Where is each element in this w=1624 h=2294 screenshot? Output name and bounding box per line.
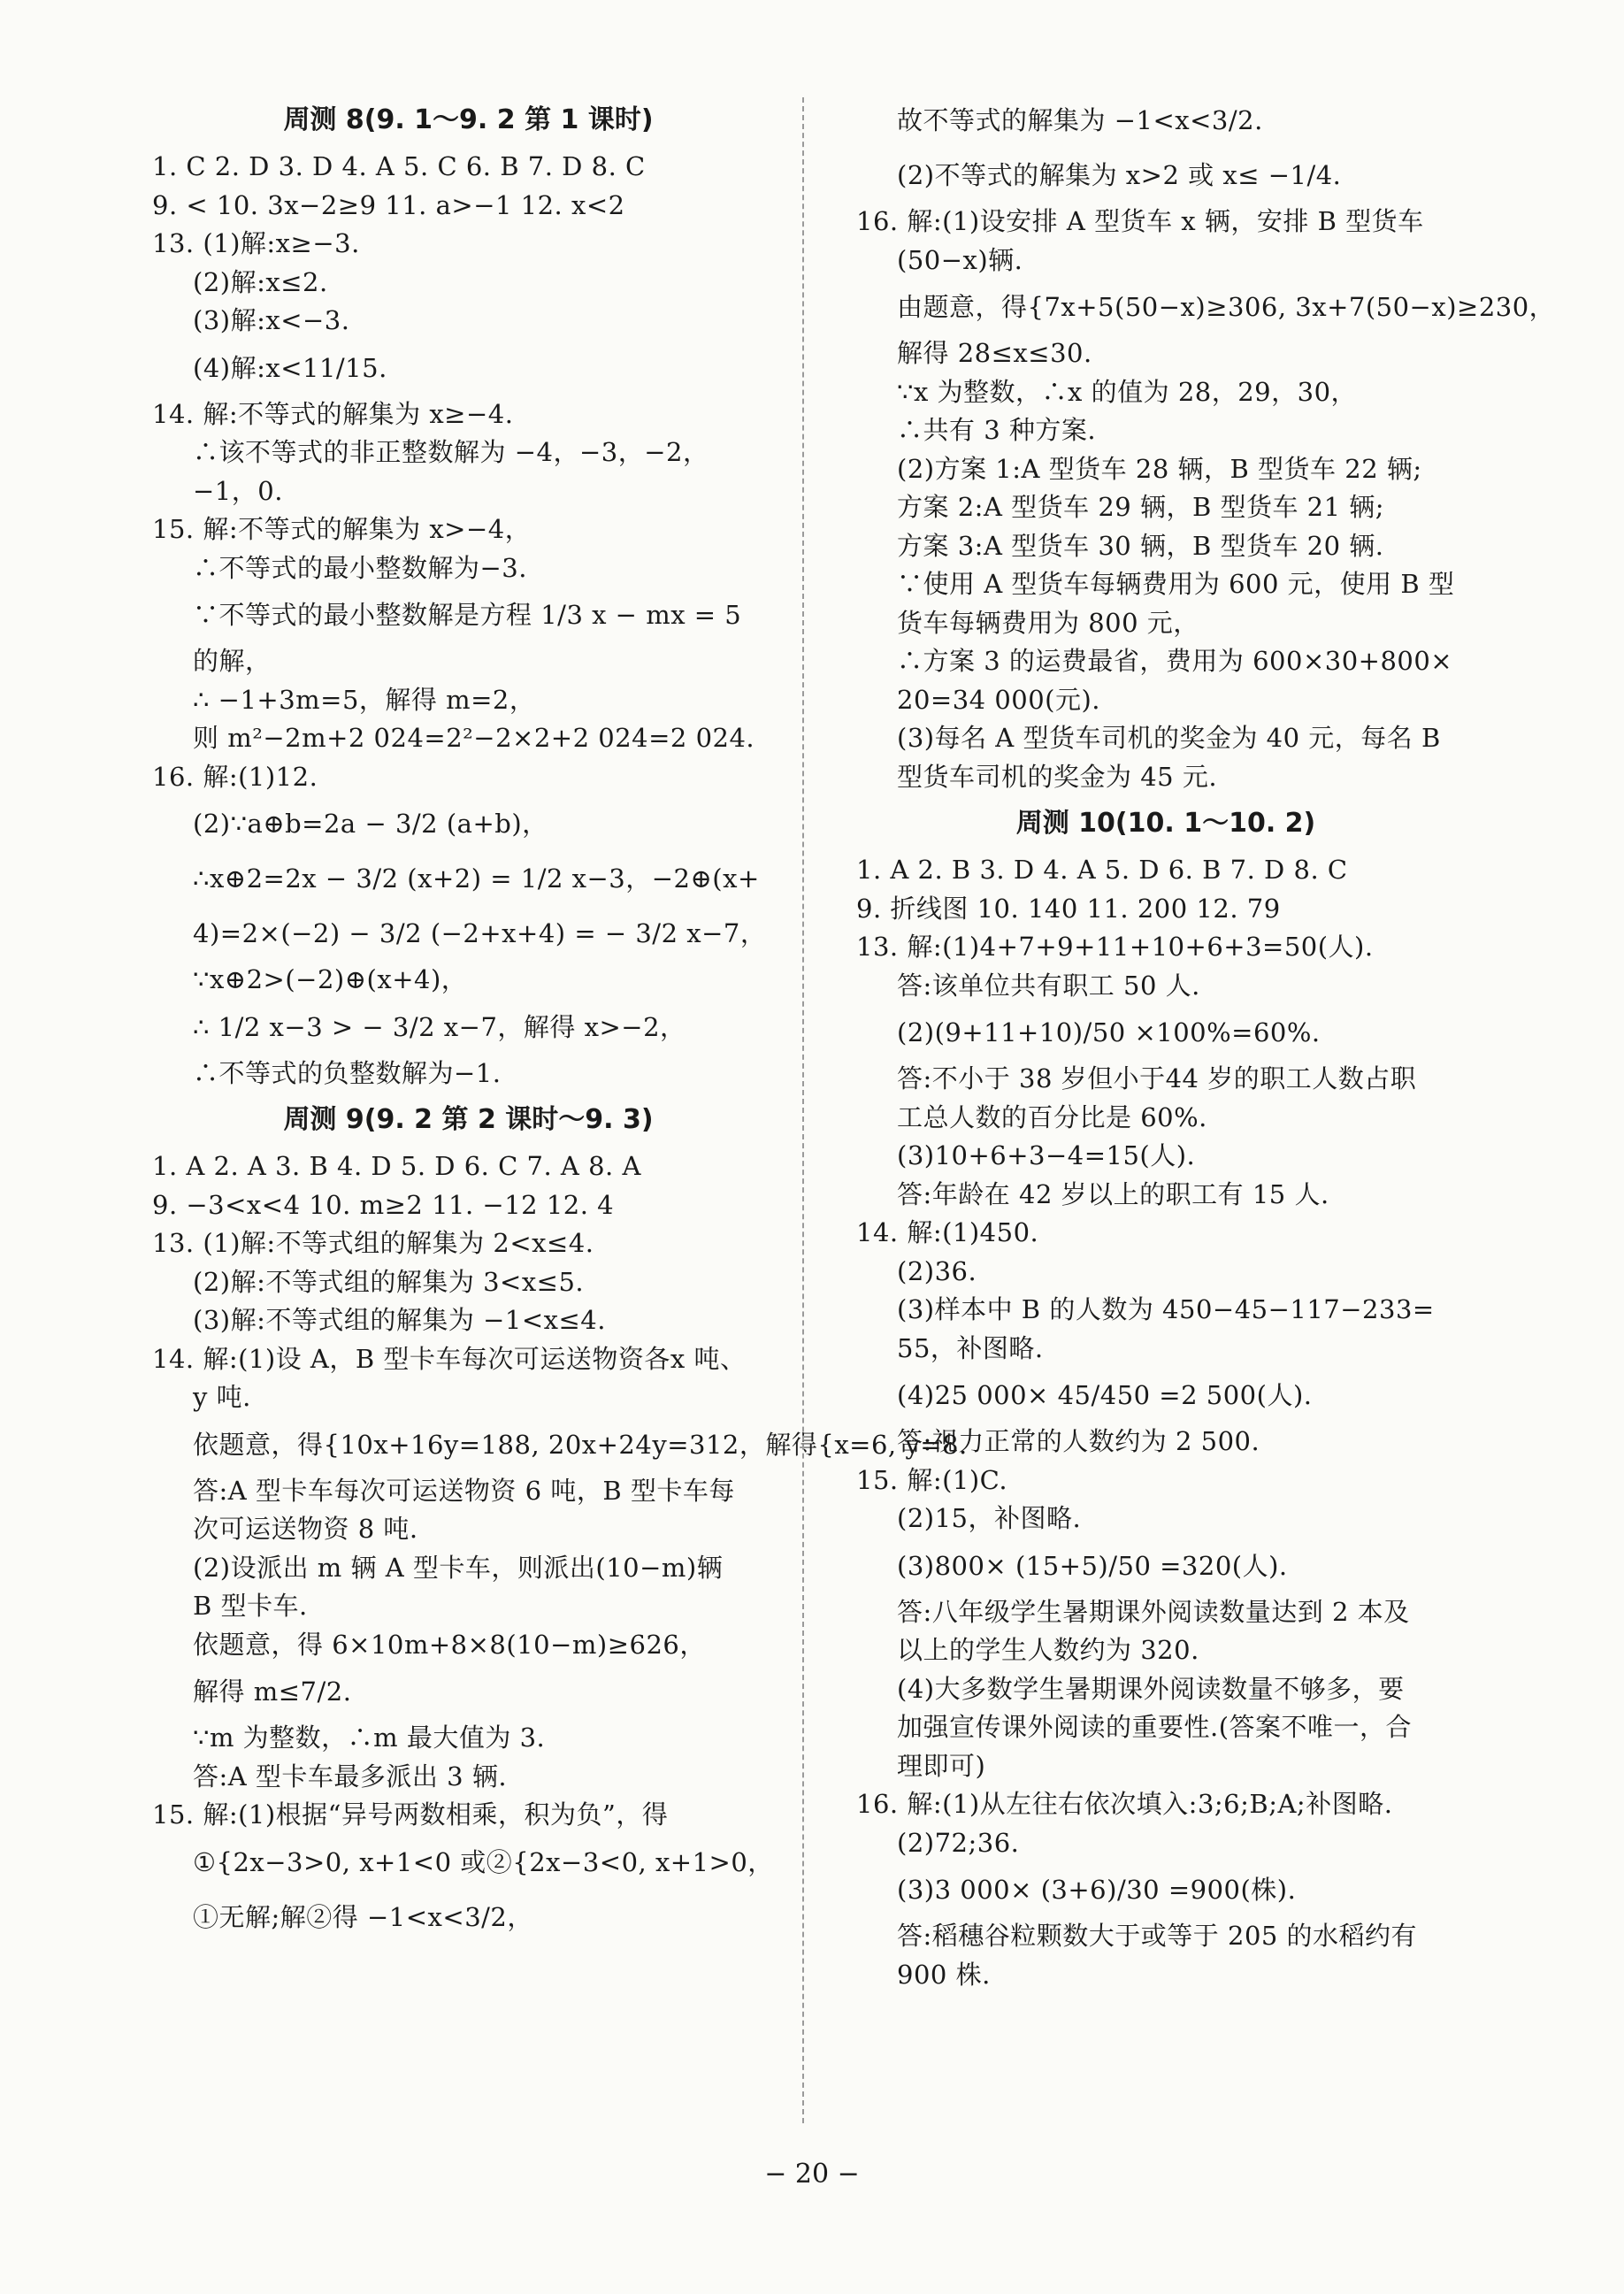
- answer-line: 14. 解:(1)450.: [856, 1217, 1039, 1247]
- answer-line: ∵m 为整数，∴m 最大值为 3.: [193, 1722, 546, 1753]
- answer-line: ∵x 为整数，∴x 的值为 28，29，30，: [897, 376, 1358, 407]
- answer-line: (2)解:不等式组的解集为 3<x≤5.: [193, 1266, 585, 1297]
- answer-line: ①无解;解②得 −1<x<3/2，: [193, 1901, 533, 1932]
- answer-line: (2)72;36.: [897, 1827, 1020, 1858]
- answer-line: (3)解:x<−3.: [193, 305, 350, 335]
- answer-line: y 吨.: [193, 1382, 251, 1412]
- answer-line: 依题意，得{10x+16y=188, 20x+24y=312，解得{x=6, y=8.: [193, 1429, 968, 1460]
- answer-line: 1. A 2. B 3. D 4. A 5. D 6. B 7. D 8. C: [856, 855, 1348, 885]
- answer-line: ①{2x−3>0, x+1<0 或②{2x−3<0, x+1>0，: [193, 1846, 774, 1877]
- answer-line: 13. 解:(1)4+7+9+11+10+6+3=50(人).: [856, 932, 1374, 962]
- answer-line: 16. 解:(1)从左往右依次填入:3;6;B;A;补图略.: [856, 1789, 1393, 1819]
- answer-line: 20=34 000(元).: [897, 684, 1101, 715]
- answer-line: ∴方案 3 的运费最省，费用为 600×30+800×: [897, 646, 1453, 676]
- answer-line: 则 m²−2m+2 024=2²−2×2+2 024=2 024.: [193, 723, 755, 753]
- section-heading: 周测 10(10. 1～10. 2): [1015, 808, 1316, 839]
- answer-line: 9. < 10. 3x−2≥9 11. a>−1 12. x<2: [152, 189, 625, 220]
- answer-line: ∵x⊕2>(−2)⊕(x+4)，: [193, 964, 468, 994]
- answer-line: 答:A 型卡车每次可运送物资 6 吨，B 型卡车每: [193, 1475, 735, 1506]
- answer-line: (2)不等式的解集为 x>2 或 x≤ −1/4.: [897, 160, 1342, 190]
- answer-line: ∵使用 A 型货车每辆费用为 600 元，使用 B 型: [897, 569, 1455, 599]
- section-heading: 周测 9(9. 2 第 2 课时～9. 3): [283, 1104, 654, 1135]
- answer-line: (2)设派出 m 辆 A 型卡车，则派出(10−m)辆: [193, 1552, 724, 1583]
- answer-line: 55，补图略.: [897, 1332, 1044, 1363]
- column-divider: [802, 97, 804, 2123]
- answer-line: 15. 解:(1)C.: [856, 1464, 1008, 1495]
- answer-line: 依题意，得 6×10m+8×8(10−m)≥626，: [193, 1629, 706, 1660]
- answer-line: ∵不等式的最小整数解是方程 1/3 x − mx = 5: [193, 600, 742, 630]
- answer-line: 答:八年级学生暑期课外阅读数量达到 2 本及: [897, 1596, 1410, 1627]
- answer-line: ∴ −1+3m=5，解得 m=2，: [193, 684, 536, 715]
- answer-line: 1. C 2. D 3. D 4. A 5. C 6. B 7. D 8. C: [152, 151, 646, 181]
- page-number: − 20 −: [764, 2159, 860, 2190]
- answer-line: ∴不等式的负整数解为−1.: [193, 1057, 502, 1088]
- answer-line: 由题意，得{7x+5(50−x)≥306, 3x+7(50−x)≥230，: [897, 292, 1556, 322]
- answer-line: ∴x⊕2=2x − 3/2 (x+2) = 1/2 x−3，−2⊕(x+: [193, 863, 760, 894]
- answer-line: 1. A 2. A 3. B 4. D 5. D 6. C 7. A 8. A: [152, 1151, 641, 1181]
- answer-line: 15. 解:(1)根据“异号两数相乘，积为负”，得: [152, 1799, 669, 1830]
- answer-line: 型货车司机的奖金为 45 元.: [897, 761, 1218, 792]
- answer-line: 加强宣传课外阅读的重要性.(答案不唯一，合: [897, 1712, 1413, 1742]
- answer-line: 16. 解:(1)设安排 A 型货车 x 辆，安排 B 型货车: [856, 206, 1424, 236]
- answer-line: (2)方案 1:A 型货车 28 辆，B 型货车 22 辆;: [897, 453, 1422, 484]
- answer-line: B 型卡车.: [193, 1591, 308, 1621]
- answer-line: 答:该单位共有职工 50 人.: [897, 970, 1200, 1001]
- answer-line: 解得 m≤7/2.: [193, 1676, 352, 1707]
- answer-line: 9. 折线图 10. 140 11. 200 12. 79: [856, 893, 1281, 924]
- answer-line: (2)解:x≤2.: [193, 266, 328, 297]
- answer-line: (3)3 000× (3+6)/30 =900(株).: [897, 1875, 1297, 1905]
- answer-line: (2)(9+11+10)/50 ×100%=60%.: [897, 1017, 1321, 1047]
- answer-line: 15. 解:不等式的解集为 x>−4，: [152, 514, 532, 544]
- answer-line: 的解，: [193, 646, 272, 676]
- answer-line: (50−x)辆.: [897, 244, 1023, 275]
- answer-line: 次可运送物资 8 吨.: [193, 1514, 418, 1544]
- answer-line: 方案 2:A 型货车 29 辆，B 型货车 21 辆;: [897, 492, 1385, 522]
- answer-line: 方案 3:A 型货车 30 辆，B 型货车 20 辆.: [897, 530, 1384, 561]
- answer-line: (2)36.: [897, 1255, 977, 1286]
- answer-line: 16. 解:(1)12.: [152, 761, 318, 792]
- answer-line: −1，0.: [193, 475, 283, 506]
- answer-line: ∴不等式的最小整数解为−3.: [193, 552, 527, 583]
- answer-line: 14. 解:不等式的解集为 x≥−4.: [152, 398, 514, 429]
- answer-line: ∴该不等式的非正整数解为 −4，−3，−2，: [193, 437, 709, 467]
- answer-line: (3)800× (15+5)/50 =320(人).: [897, 1550, 1288, 1581]
- answer-line: 13. (1)解:不等式组的解集为 2<x≤4.: [152, 1228, 594, 1258]
- answer-line: (3)样本中 B 的人数为 450−45−117−233=: [897, 1294, 1435, 1324]
- answer-line: 解得 28≤x≤30.: [897, 338, 1092, 368]
- answer-line: 答:不小于 38 岁但小于44 岁的职工人数占职: [897, 1063, 1417, 1093]
- answer-line: 4)=2×(−2) − 3/2 (−2+x+4) = − 3/2 x−7，: [193, 918, 767, 948]
- answer-line: (2)15，补图略.: [897, 1503, 1082, 1533]
- answer-line: (3)解:不等式组的解集为 −1<x≤4.: [193, 1305, 606, 1335]
- answer-line: 14. 解:(1)设 A，B 型卡车每次可运送物资各x 吨、: [152, 1343, 747, 1374]
- answer-line: 理即可): [897, 1750, 986, 1781]
- answer-line: 13. (1)解:x≥−3.: [152, 228, 360, 258]
- answer-line: 答:稻穗谷粒颗数大于或等于 205 的水稻约有: [897, 1921, 1418, 1951]
- answer-line: (3)10+6+3−4=15(人).: [897, 1140, 1196, 1170]
- answer-line: (4)25 000× 45/450 =2 500(人).: [897, 1380, 1313, 1410]
- answer-line: (2)∵a⊕b=2a − 3/2 (a+b)，: [193, 809, 548, 839]
- answer-line: 以上的学生人数约为 320.: [897, 1635, 1199, 1665]
- section-heading: 周测 8(9. 1～9. 2 第 1 课时): [283, 104, 654, 135]
- answer-line: ∴ 1/2 x−3 > − 3/2 x−7，解得 x>−2，: [193, 1011, 686, 1042]
- answer-line: 答:A 型卡车最多派出 3 辆.: [193, 1761, 508, 1791]
- answer-line: 答:年龄在 42 岁以上的职工有 15 人.: [897, 1178, 1329, 1209]
- answer-line: 900 株.: [897, 1959, 991, 1990]
- answer-line: ∴共有 3 种方案.: [897, 415, 1097, 445]
- answer-line: (4)大多数学生暑期课外阅读数量不够多，要: [897, 1673, 1405, 1704]
- answer-line: 答:视力正常的人数约为 2 500.: [897, 1426, 1260, 1456]
- right-column: [856, 93, 1556, 1994]
- answer-line: 9. −3<x<4 10. m≥2 11. −12 12. 4: [152, 1189, 615, 1220]
- answer-line: 工总人数的百分比是 60%.: [897, 1101, 1207, 1132]
- answer-line: 货车每辆费用为 800 元，: [897, 607, 1199, 638]
- answer-line: (3)每名 A 型货车司机的奖金为 40 元，每名 B: [897, 723, 1441, 753]
- answer-line: (4)解:x<11/15.: [193, 352, 387, 383]
- answer-line: 故不等式的解集为 −1<x<3/2.: [897, 105, 1263, 135]
